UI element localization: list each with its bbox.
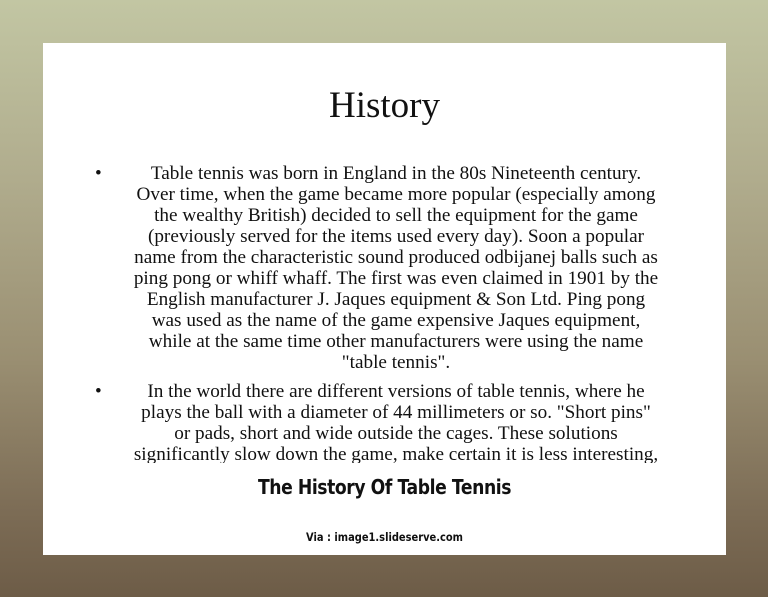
bullet-line: plays the ball with a diameter of 44 millimeters or so. "Short pins" xyxy=(141,402,651,423)
slide-image xyxy=(43,43,726,463)
bullet-line: or pads, short and wide outside the cages. These solutions xyxy=(174,423,618,444)
bullet-line: (previously served for the items used every day). Soon a popular xyxy=(147,226,645,247)
bullet-item xyxy=(95,381,691,463)
bullet-marker: • xyxy=(95,381,102,402)
bullet-line: Over time, when the game became more popular (especially among xyxy=(136,184,656,205)
bullet-line: while at the same time other manufacturers were using the name xyxy=(148,331,644,352)
bullet-line: name from the characteristic sound produced odbijanej balls such as xyxy=(134,247,658,268)
caption-title: The History Of Table Tennis xyxy=(257,475,512,499)
bullet-line: was used as the name of the game expensive Jaques equipment, xyxy=(151,310,641,331)
bullet-line: "table tennis". xyxy=(341,352,451,373)
bullet-list xyxy=(95,163,691,463)
slide-card xyxy=(43,43,726,555)
caption-source: Via : image1.slideserve.com xyxy=(305,530,463,544)
bullet-line: the wealthy British) decided to sell the equipment for the game xyxy=(154,205,638,226)
bullet-marker: • xyxy=(95,163,102,184)
bullet-line: ping pong or whiff whaff. The first was even claimed in 1901 by the xyxy=(133,268,659,289)
slide-title: History xyxy=(329,85,440,126)
bullet-line: In the world there are different versions of table tennis, where he xyxy=(147,381,645,402)
bullet-item xyxy=(95,163,691,373)
bullet-line: significantly slow down the game, make certain it is less interesting, xyxy=(133,444,659,463)
caption-panel xyxy=(43,463,726,555)
bullet-line: English manufacturer J. Jaques equipment & Son Ltd. Ping pong xyxy=(146,289,646,310)
bullet-line: Table tennis was born in England in the 80s Nineteenth century. xyxy=(150,163,642,184)
